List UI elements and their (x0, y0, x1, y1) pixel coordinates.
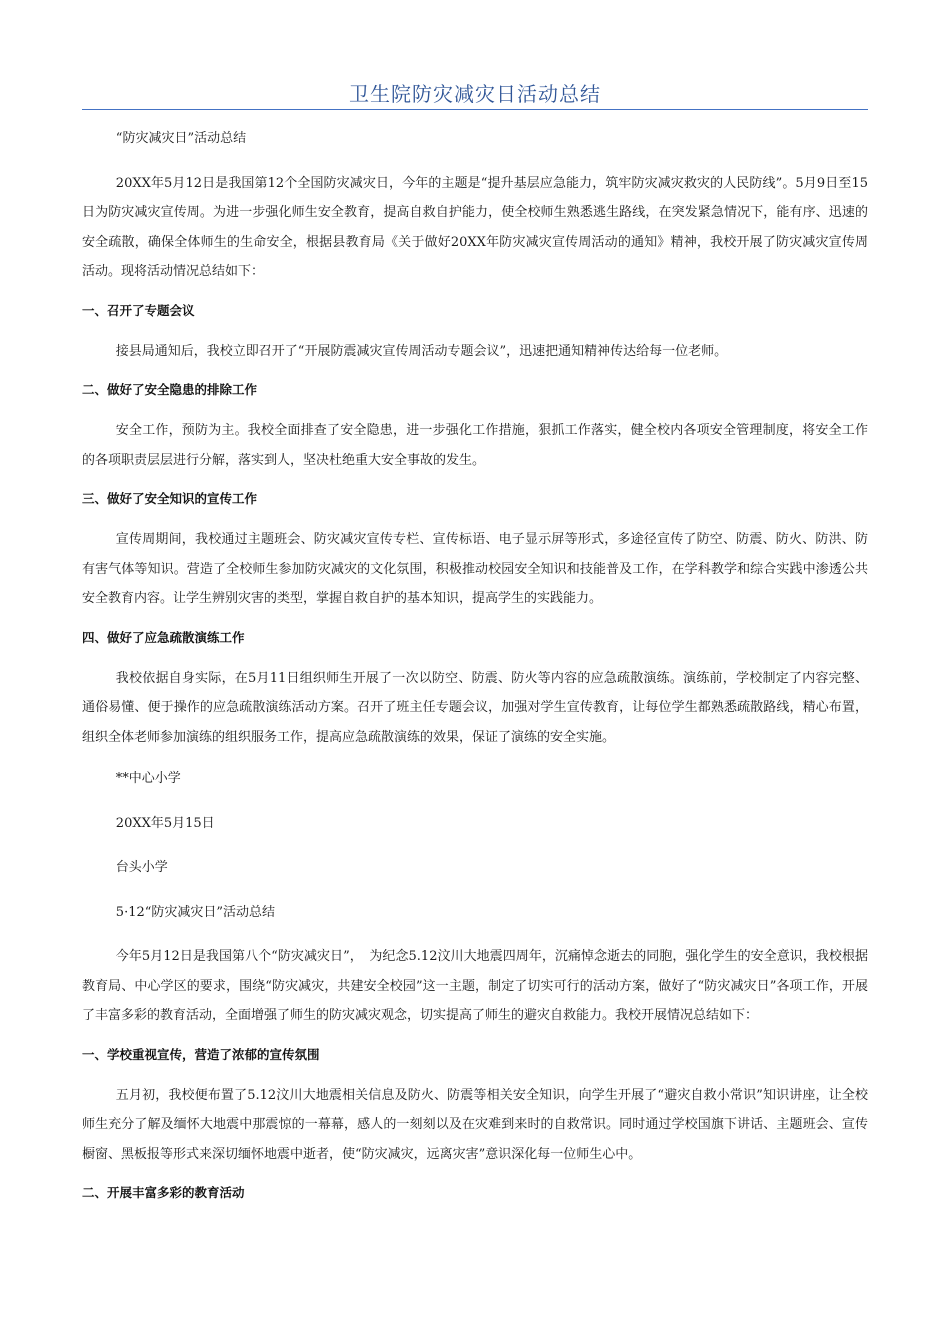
section-heading-2: 二、做好了安全隐患的排除工作 (82, 382, 258, 397)
title-underline (82, 109, 868, 110)
paragraph-section-2: 安全工作，预防为主。我校全面排查了安全隐患，进一步强化工作措施，狠抓工作落实，健全校内各项安全管理制度，将安全工作的各项职责层层进行分解，落实到人，坚决杜绝重大安全事故的发生。 (82, 423, 868, 468)
document-page (82, 0, 868, 1219)
second-title: 5·12“防灾减灾日”活动总结 (115, 904, 276, 920)
intro-heading: “防灾减灾日”活动总结 (115, 131, 247, 146)
document-title: 卫生院防灾减灾日活动总结 (349, 82, 601, 106)
section-heading-5: 一、学校重视宣传，营造了浓郁的宣传氛围 (82, 1046, 320, 1062)
paragraph-section-5: 五月初，我校便布置了5.12汶川大地震相关信息及防火、防震等相关安全知识，向学生开展了“避灾自救小常识”知识讲座，让全校师生充分了解及缅怀大地震中那震惊的一幕幕，感人的一刻刻以及在灾难到来时的自救常识。同时通过学校国旗下讲话、主题班会、宣传橱窗、黑板报等形式来深切缅怀地震中逝者，使“防灾减灾，远离灾害”意识深化每一位师生心中。 (82, 1087, 868, 1162)
signature-school: **中心小学 (115, 771, 181, 786)
signature-date: 20XX年5月15日 (115, 815, 215, 831)
section-heading-4: 四、做好了应急疏散演练工作 (82, 629, 245, 645)
paragraph-intro: 20XX年5月12日是我国第12个全国防灾减灾日，今年的主题是“提升基层应急能力，筑牢防灾减灾救灾的人民防线”。5月9日至15日为防灾减灾宣传周。为进一步强化师生安全教育，提高自救自护能力，使全校师生熟悉逃生路线，在突发紧急情况下，能有序、迅速的安全疏散，确保全体师生的生命安全，根据县教育局《关于做好20XX年防灾减灾宣传周活动的通知》精神，我校开展了防灾减灾宣传周活动。现将活动情况总结如下： (82, 175, 868, 279)
paragraph-second-intro: 今年5月12日是我国第八个“防灾减灾日”， 为纪念5.12汶川大地震四周年，沉痛悼念逝去的同胞，强化学生的安全意识，我校根据教育局、中心学区的要求，围绕“防灾减灾，共建安全校园”这一主题，制定了切实可行的活动方案，做好了“防灾减灾日”各项工作，开展了丰富多彩的教育活动，全面增强了师生的防灾减灾观念，切实提高了师生的避灾自救能力。我校开展情况总结如下： (82, 949, 868, 1023)
section-heading-1: 一、召开了专题会议 (82, 302, 195, 318)
second-school-name: 台头小学 (115, 860, 168, 875)
paragraph-section-3: 宣传周期间，我校通过主题班会、防灾减灾宣传专栏、宣传标语、电子显示屏等形式，多途径宣传了防空、防震、防火、防洪、防有害气体等知识。营造了全校师生参加防灾减灾的文化氛围，积极推动校园安全知识和技能普及工作，在学科教学和综合实践中渗透公共安全教育内容。让学生辨别灾害的类型，掌握自救自护的基本知识，提高学生的实践能力。 (82, 532, 868, 606)
paragraph-section-4: 我校依据自身实际，在5月11日组织师生开展了一次以防空、防震、防火等内容的应急疏散演练。演练前，学校制定了内容完整、通俗易懂、便于操作的应急疏散演练活动方案。召开了班主任专题会议，加强对学生宣传教育，让每位学生都熟悉疏散路线，精心布置，组织全体老师参加演练的组织服务工作，提高应急疏散演练的效果，保证了演练的安全实施。 (82, 670, 868, 745)
paragraph-section-1: 接县局通知后，我校立即召开了“开展防震减灾宣传周活动专题会议”，迅速把通知精神传达给每一位老师。 (115, 343, 728, 359)
section-heading-6: 二、开展丰富多彩的教育活动 (82, 1185, 245, 1200)
section-heading-3: 三、做好了安全知识的宣传工作 (82, 491, 258, 506)
